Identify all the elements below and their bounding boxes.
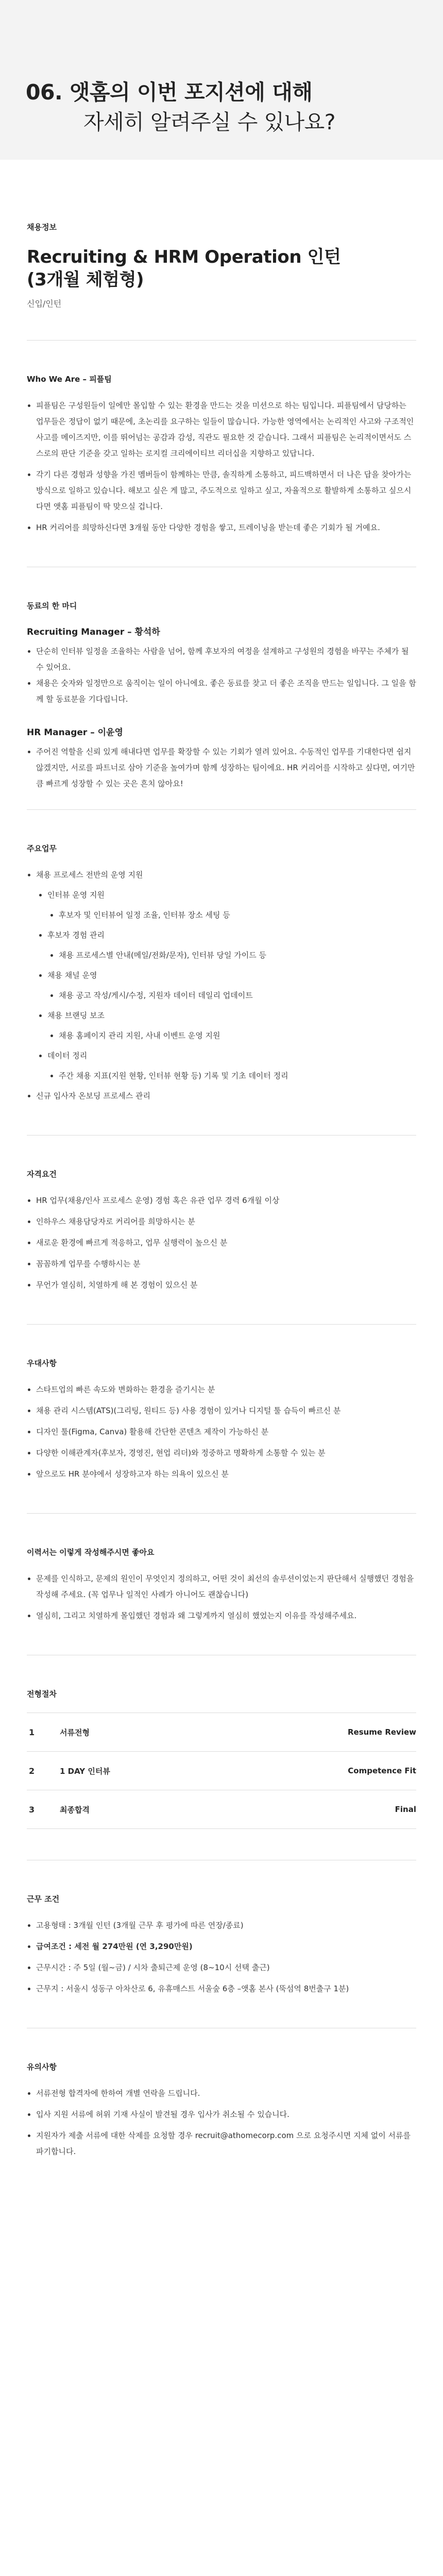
resume-label: 이력서는 이렇게 작성해주시면 좋아요 [27,1548,155,1557]
resume-tip-item: 문제를 인식하고, 문제의 원인이 무엇인지 정의하고, 어떤 것이 최선의 솔루션이었는지 판단해서 실행했던 경험을 작성해 주세요. (꼭 업무나 일적인 사례가 아니어도 괜찮습니다) [27,1571,416,1603]
step-english: Final [395,1805,416,1814]
voice-section [27,567,416,810]
colleague-quote [27,624,416,707]
step-english: Competence Fit [348,1766,416,1775]
qualification-item: 새로운 환경에 빠르게 적응하고, 업무 실행력이 높으신 분 [27,1235,416,1251]
colleague-quote [27,725,416,792]
hero-line-2: 자세히 알려주실 수 있나요? [83,110,336,134]
conditions-label: 근무 조건 [27,1894,60,1904]
process-steps [27,1713,416,1829]
recruit-section [27,160,416,341]
qualification-item: 인하우스 채용담당자로 커리어를 희망하시는 분 [27,1214,416,1230]
hero-number: 06. [26,80,63,105]
preferred-item: 앞으로도 HR 분야에서 성장하고자 하는 의욕이 있으신 분 [27,1466,416,1482]
process-step [27,1752,416,1790]
notes-list [27,2086,416,2160]
recruit-label: 채용정보 [27,223,57,232]
who-item: 피플팀은 구성원들이 일에만 몰입할 수 있는 환경을 만드는 것을 미션으로 하는 팀입니다. 피플팀에서 담당하는 업무들은 정답이 없기 때문에, 초논리를 요구하는 일들이 많습니다. 가능한 영역에서는 논리적인 사고와 구조적인 사고를 메이즈지만, 이를 뛰어넘는 공감과 감성, 직관도 필요한 것 같습니다. 그래서 피플팀은 논리적이면서도 스스로의 판단 기준을 갖고 일하는 로지컬 크리에이티브 리더십을 지향하고 있답니다. [27,398,416,462]
duty-item: 채용 브랜딩 보조 [38,1008,416,1024]
job-title-line-2: (3개월 체험형) [27,269,144,290]
conditions-list [27,1918,416,1997]
hero-line-1-text: 앳홈의 이번 포지션에 대해 [62,80,313,105]
hero-heading [26,77,402,137]
quote-item: 채용은 숫자와 일정만으로 움직이는 일이 아니에요. 좋은 동료를 찾고 더 좋은 조직을 만드는 일입니다. 그 일을 함께 할 동료분을 기다립니다. [27,675,416,707]
condition-item: 근무지 : 서울시 성동구 아차산로 6, 유휴매스트 서울숲 6층 –앳홈 본사 (뚝섬역 8번출구 1분) [27,1981,416,1997]
preferred-item: 채용 관리 시스템(ATS)(그리팅, 원티드 등) 사용 경험이 있거나 디지털 툴 습득이 빠르신 분 [27,1403,416,1419]
preferred-label: 우대사항 [27,1359,57,1368]
job-title-line-1: Recruiting & HRM Operation 인턴 [27,247,341,267]
duty-item: 채용 프로세스별 안내(메일/전화/문자), 인터뷰 당일 가이드 등 [49,947,416,963]
quote-list [27,643,416,707]
qualification-item: 꼼꼼하게 업무를 수행하시는 분 [27,1256,416,1272]
preferred-list [27,1382,416,1482]
step-english: Resume Review [347,1727,416,1737]
duties-section [27,810,416,1136]
process-step [27,1790,416,1829]
step-number: 3 [29,1804,35,1815]
condition-item: 급여조건 : 세전 월 274만원 (연 3,290만원) [27,1939,416,1955]
condition-item: 근무시간 : 주 5일 (월~금) / 시차 출퇴근제 운영 (8~10시 선택 출근) [27,1960,416,1976]
note-item: 지원자가 제출 서류에 대한 삭제를 요청할 경우 recruit@athomecorp.com 으로 요청주시면 지체 없이 서류를 파기합니다. [27,2128,416,2160]
duty-item: 채용 홈페이지 관리 지원, 사내 이벤트 운영 지원 [49,1028,416,1044]
step-name: 1 DAY 인터뷰 [60,1766,110,1776]
condition-item: 고용형태 : 3개월 인턴 (3개월 근무 후 평가에 따른 연장/종료) [27,1918,416,1934]
job-title [27,246,416,291]
preferred-item: 디자인 툴(Figma, Canva) 활용해 간단한 콘텐츠 제작이 가능하신 분 [27,1424,416,1440]
process-label: 전형절차 [27,1689,57,1699]
qualification-item: 무언가 열심히, 치열하게 해 본 경험이 있으신 분 [27,1277,416,1293]
colleague-name: HR Manager – 이윤영 [27,727,123,738]
quote-item: 단순히 인터뷰 일정을 조율하는 사람을 넘어, 함께 후보자의 여정을 설계하고 구성원의 경험을 바꾸는 주체가 될 수 있어요. [27,643,416,675]
hero-line-1 [26,77,402,107]
duty-item: 신규 입사자 온보딩 프로세스 관리 [27,1088,416,1104]
qualifications-section [27,1136,416,1325]
note-item: 입사 지원 서류에 허위 기재 사실이 발견될 경우 입사가 취소될 수 있습니다. [27,2107,416,2123]
preferred-item: 스타트업의 빠른 속도와 변화하는 환경을 즐기시는 분 [27,1382,416,1398]
duty-item: 데이터 정리 [38,1048,416,1064]
step-number: 1 [29,1727,35,1737]
duty-item: 채용 프로세스 전반의 운영 지원 [27,867,416,883]
who-item: HR 커리어를 희망하신다면 3개월 동안 다양한 경험을 쌓고, 트레이닝을 받는데 좋은 기회가 될 거예요. [27,520,416,536]
content [0,160,443,2222]
duty-item: 주간 채용 지표(지원 현황, 인터뷰 현황 등) 기록 및 기초 데이터 정리 [49,1068,416,1084]
resume-list [27,1571,416,1624]
duty-item: 채용 공고 작성/게시/수정, 지원자 데이터 데일리 업데이트 [49,988,416,1004]
duty-item: 인터뷰 운영 지원 [38,887,416,903]
quote-item: 주어진 역할을 신뢰 있게 해내다면 업무를 확장할 수 있는 기회가 열려 있어요. 수동적인 업무를 기대한다면 쉽지 않겠지만, 서로를 파트너로 삼아 기준을 높여가며 함께 성장하는 팀이에요. HR 커리어를 시작하고 싶다면, 여기만큼 빠르게 성장할 수 있는 곳은 흔치 않아요! [27,744,416,792]
qualifications-list [27,1193,416,1293]
step-name: 서류전형 [60,1727,90,1737]
resume-tip-item: 열심히, 그리고 치열하게 몰입했던 경험과 왜 그렇게까지 열심히 했었는지 이유를 작성해주세요. [27,1608,416,1624]
duty-item: 채용 채널 운영 [38,968,416,984]
who-item: 각기 다른 경험과 성향을 가진 멤버들이 함께하는 만큼, 솔직하게 소통하고, 피드백하면서 더 나은 답을 찾아가는 방식으로 일하고 있습니다. 해보고 싶은 게 많고, 주도적으로 일하고 싶고, 자율적으로 활발하게 소통하고 싶으시다면 앳홈 피플팀이 딱 맞으실 겁니다. [27,467,416,515]
process-section [27,1655,416,1860]
who-list [27,398,416,536]
who-section [27,341,416,567]
qualification-item: HR 업무(채용/인사 프로세스 운영) 경험 혹은 유관 업무 경력 6개월 이상 [27,1193,416,1209]
duties-label: 주요업무 [27,844,57,853]
note-item: 서류전형 합격자에 한하여 개별 연락을 드립니다. [27,2086,416,2102]
process-step [27,1713,416,1752]
conditions-section [27,1860,416,2028]
preferred-item: 다양한 이해관계자(후보자, 경영진, 현업 리더)와 정중하고 명확하게 소통할 수 있는 분 [27,1445,416,1461]
colleague-name: Recruiting Manager – 황석하 [27,627,160,637]
notes-section [27,2028,416,2160]
job-type: 신입/인턴 [27,299,62,309]
step-name: 최종합격 [60,1805,90,1815]
preferred-section [27,1325,416,1514]
voice-blocks [27,624,416,792]
notes-label: 유의사항 [27,2062,57,2072]
bottom-spacer [27,2165,416,2222]
quote-list [27,744,416,792]
hero-banner [0,0,443,160]
resume-section [27,1514,416,1655]
duty-item: 후보자 경험 관리 [38,927,416,943]
qualifications-label: 자격요건 [27,1170,57,1179]
duty-item: 후보자 및 인터뷰어 일정 조율, 인터뷰 장소 세팅 등 [49,907,416,923]
who-label: Who We Are – 피플팀 [27,375,112,384]
duties-list [27,867,416,1104]
voice-label: 동료의 한 마디 [27,601,77,611]
step-number: 2 [29,1766,35,1776]
